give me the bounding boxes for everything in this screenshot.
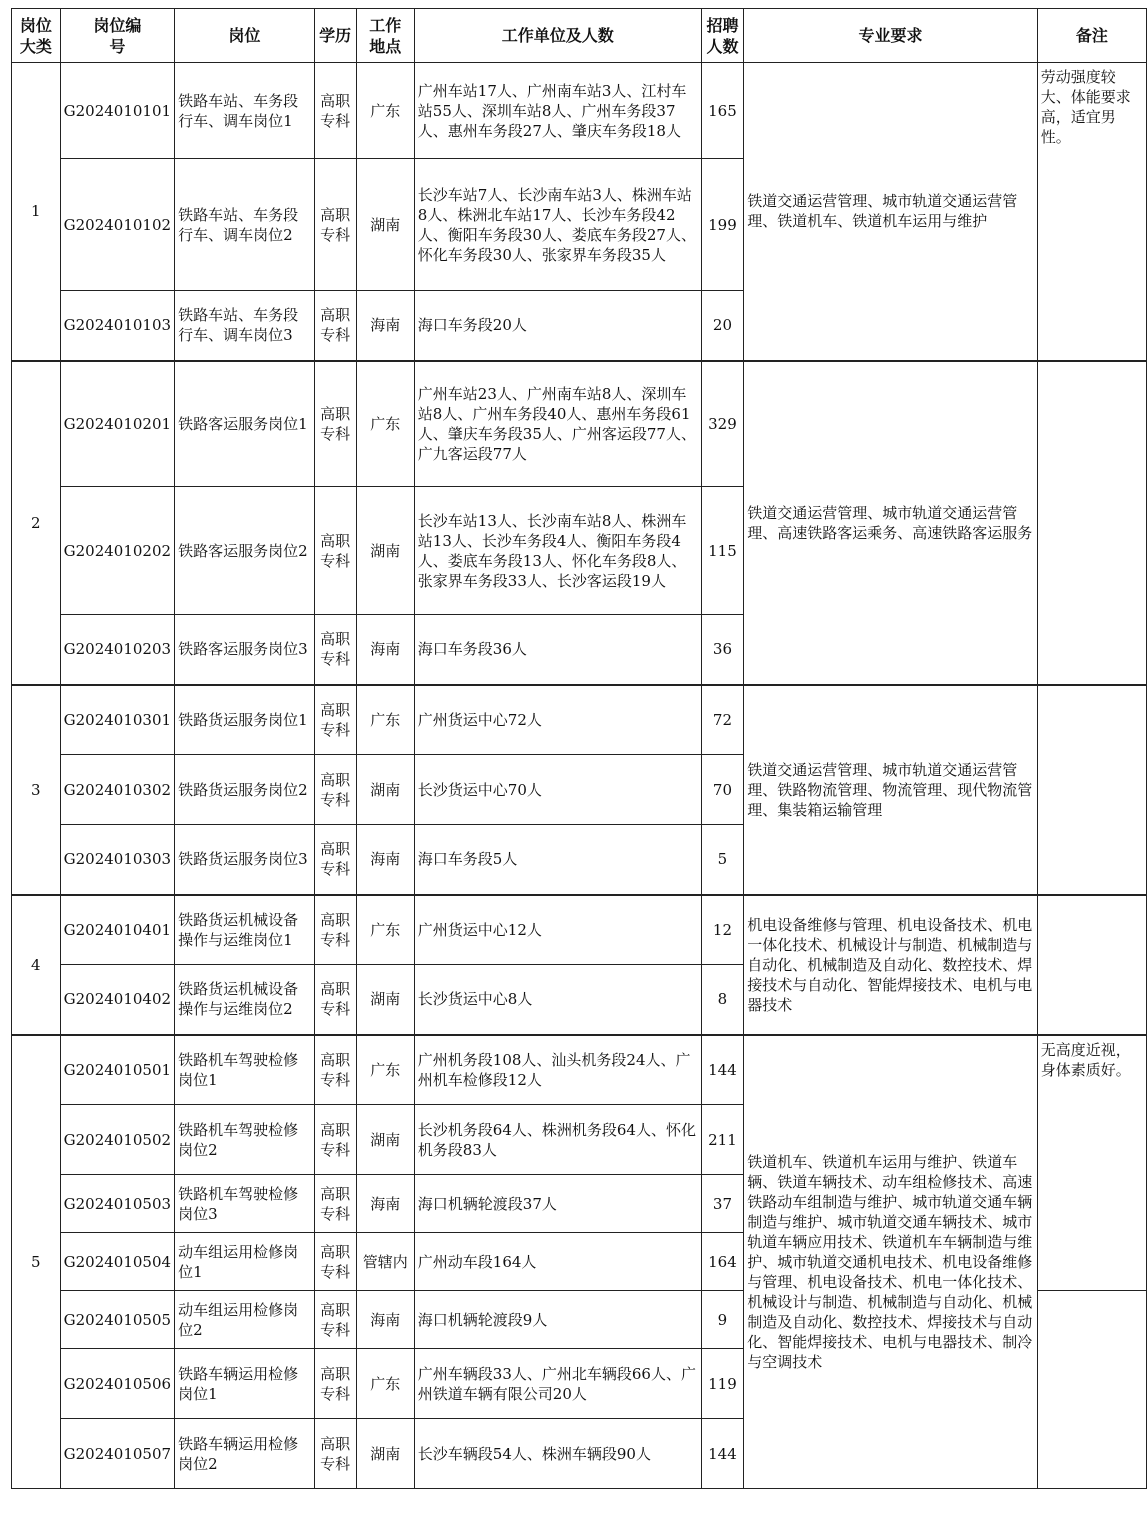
units-cell: 长沙车辆段54人、株洲车辆段90人 [414,1419,701,1489]
code-cell: G2024010502 [60,1105,174,1175]
count-cell: 329 [701,361,744,487]
position-cell: 铁路货运服务岗位3 [175,825,315,895]
header-code: 岗位编 号 [60,9,174,63]
header-category: 岗位 大类 [12,9,61,63]
education-cell: 高职专科 [314,1291,356,1349]
code-cell: G2024010402 [60,965,174,1035]
count-cell: 211 [701,1105,744,1175]
code-cell: G2024010503 [60,1175,174,1233]
units-cell: 广州车站23人、广州南车站8人、深圳车站8人、广州车务段40人、惠州车务段61人、肇庆车务段35人、广州客运段77人、广九客运段77人 [414,361,701,487]
position-cell: 铁路车站、车务段行车、调车岗位3 [175,291,315,361]
count-cell: 36 [701,615,744,685]
units-cell: 海口机辆轮渡段9人 [414,1291,701,1349]
units-cell: 广州货运中心12人 [414,895,701,965]
count-cell: 70 [701,755,744,825]
education-cell: 高职专科 [314,685,356,755]
position-cell: 铁路客运服务岗位3 [175,615,315,685]
units-cell: 广州车站17人、广州南车站3人、江村车站55人、深圳车站8人、广州车务段37人、惠州车务段27人、肇庆车务段18人 [414,63,701,159]
position-cell: 铁路机车驾驶检修岗位2 [175,1105,315,1175]
education-cell: 高职专科 [314,1349,356,1419]
major-cell: 铁道交通运营管理、城市轨道交通运营管理、铁道机车、铁道机车运用与维护 [744,63,1037,361]
code-cell: G2024010507 [60,1419,174,1489]
units-cell: 长沙车站13人、长沙南车站8人、株洲车站13人、长沙车务段4人、衡阳车务段4人、娄底车务段13人、怀化车务段8人、张家界车务段33人、长沙客运段19人 [414,487,701,615]
code-cell: G2024010506 [60,1349,174,1419]
location-cell: 海南 [356,1291,414,1349]
code-cell: G2024010302 [60,755,174,825]
location-cell: 湖南 [356,1105,414,1175]
education-cell: 高职专科 [314,895,356,965]
count-cell: 164 [701,1233,744,1291]
education-cell: 高职专科 [314,965,356,1035]
units-cell: 广州车辆段33人、广州北车辆段66人、广州铁道车辆有限公司20人 [414,1349,701,1419]
table-row [12,895,1147,965]
count-cell: 37 [701,1175,744,1233]
position-cell: 铁路机车驾驶检修岗位1 [175,1035,315,1105]
count-cell: 115 [701,487,744,615]
code-cell: G2024010401 [60,895,174,965]
header-row [12,9,1147,63]
location-cell: 湖南 [356,1419,414,1489]
position-cell: 铁路货运服务岗位2 [175,755,315,825]
header-location: 工作 地点 [356,9,414,63]
header-major: 专业要求 [744,9,1037,63]
units-cell: 海口机辆轮渡段37人 [414,1175,701,1233]
table-row [12,1035,1147,1105]
recruitment-table [11,8,1147,1489]
table-row [12,361,1147,487]
education-cell: 高职专科 [314,1035,356,1105]
count-cell: 144 [701,1419,744,1489]
count-cell: 144 [701,1035,744,1105]
category-cell: 3 [12,685,61,895]
position-cell: 动车组运用检修岗位1 [175,1233,315,1291]
education-cell: 高职专科 [314,1175,356,1233]
location-cell: 海南 [356,291,414,361]
units-cell: 广州动车段164人 [414,1233,701,1291]
position-cell: 铁路货运服务岗位1 [175,685,315,755]
header-education: 学历 [314,9,356,63]
code-cell: G2024010203 [60,615,174,685]
units-cell: 长沙车站7人、长沙南车站3人、株洲车站8人、株洲北车站17人、长沙车务段42人、衡阳车务段30人、娄底车务段27人、怀化车务段30人、张家界车务段35人 [414,159,701,291]
code-cell: G2024010504 [60,1233,174,1291]
code-cell: G2024010102 [60,159,174,291]
units-cell: 长沙机务段64人、株洲机务段64人、怀化机务段83人 [414,1105,701,1175]
code-cell: G2024010501 [60,1035,174,1105]
education-cell: 高职专科 [314,1105,356,1175]
table-row [12,685,1147,755]
code-cell: G2024010101 [60,63,174,159]
units-cell: 长沙货运中心70人 [414,755,701,825]
remark-cell [1037,895,1146,1035]
category-cell: 5 [12,1035,61,1489]
position-cell: 动车组运用检修岗位2 [175,1291,315,1349]
units-cell: 海口车务段20人 [414,291,701,361]
count-cell: 12 [701,895,744,965]
education-cell: 高职专科 [314,615,356,685]
count-cell: 9 [701,1291,744,1349]
education-cell: 高职专科 [314,825,356,895]
location-cell: 广东 [356,895,414,965]
remark-cell: 劳动强度较大、体能要求高，适宜男性。 [1037,63,1146,361]
code-cell: G2024010303 [60,825,174,895]
category-cell: 1 [12,63,61,361]
units-cell: 广州机务段108人、汕头机务段24人、广州机车检修段12人 [414,1035,701,1105]
location-cell: 广东 [356,685,414,755]
location-cell: 广东 [356,63,414,159]
position-cell: 铁路客运服务岗位1 [175,361,315,487]
location-cell: 湖南 [356,159,414,291]
table-row [12,63,1147,159]
count-cell: 119 [701,1349,744,1419]
location-cell: 广东 [356,1035,414,1105]
position-cell: 铁路车站、车务段行车、调车岗位2 [175,159,315,291]
location-cell: 海南 [356,1175,414,1233]
code-cell: G2024010103 [60,291,174,361]
location-cell: 湖南 [356,965,414,1035]
position-cell: 铁路机车驾驶检修岗位3 [175,1175,315,1233]
header-units: 工作单位及人数 [414,9,701,63]
major-cell: 机电设备维修与管理、机电设备技术、机电一体化技术、机械设计与制造、机械制造与自动化、机械制造及自动化、数控技术、焊接技术与自动化、智能焊接技术、电机与电器技术 [744,895,1037,1035]
education-cell: 高职专科 [314,1233,356,1291]
units-cell: 长沙货运中心8人 [414,965,701,1035]
table-body [12,63,1147,1489]
count-cell: 5 [701,825,744,895]
header-count: 招聘 人数 [701,9,744,63]
header-remark: 备注 [1037,9,1146,63]
major-cell: 铁道交通运营管理、城市轨道交通运营管理、高速铁路客运乘务、高速铁路客运服务 [744,361,1037,685]
position-cell: 铁路货运机械设备操作与运维岗位1 [175,895,315,965]
remark-cell [1037,685,1146,895]
location-cell: 湖南 [356,487,414,615]
position-cell: 铁路客运服务岗位2 [175,487,315,615]
code-cell: G2024010505 [60,1291,174,1349]
location-cell: 湖南 [356,755,414,825]
count-cell: 20 [701,291,744,361]
header-position: 岗位 [175,9,315,63]
education-cell: 高职专科 [314,159,356,291]
position-cell: 铁路车辆运用检修岗位1 [175,1349,315,1419]
code-cell: G2024010201 [60,361,174,487]
major-cell: 铁道机车、铁道机车运用与维护、铁道车辆、铁道车辆技术、动车组检修技术、高速铁路动车组制造与维护、城市轨道交通车辆制造与维护、城市轨道交通车辆技术、城市轨道车辆应用技术、铁道机车车辆制造与维护、城市轨道交通机电技术、机电设备维修与管理、机电设备技术、机电一体化技术、机械设计与制造、机械制造与自动化、机械制造及自动化、数控技术、焊接技术与自动化、智能焊接技术、电机与电器技术、制冷与空调技术 [744,1035,1037,1489]
position-cell: 铁路车辆运用检修岗位2 [175,1419,315,1489]
major-cell: 铁道交通运营管理、城市轨道交通运营管理、铁路物流管理、物流管理、现代物流管理、集装箱运输管理 [744,685,1037,895]
location-cell: 广东 [356,1349,414,1419]
education-cell: 高职专科 [314,487,356,615]
units-cell: 海口车务段36人 [414,615,701,685]
education-cell: 高职专科 [314,361,356,487]
location-cell: 海南 [356,615,414,685]
position-cell: 铁路车站、车务段行车、调车岗位1 [175,63,315,159]
category-cell: 4 [12,895,61,1035]
location-cell: 海南 [356,825,414,895]
remark-cell [1037,361,1146,685]
count-cell: 165 [701,63,744,159]
count-cell: 72 [701,685,744,755]
education-cell: 高职专科 [314,291,356,361]
remark-cell: 无高度近视，身体素质好。 [1037,1035,1146,1291]
count-cell: 8 [701,965,744,1035]
code-cell: G2024010301 [60,685,174,755]
education-cell: 高职专科 [314,755,356,825]
location-cell: 广东 [356,361,414,487]
category-cell: 2 [12,361,61,685]
count-cell: 199 [701,159,744,291]
code-cell: G2024010202 [60,487,174,615]
location-cell: 管辖内 [356,1233,414,1291]
units-cell: 广州货运中心72人 [414,685,701,755]
remark-cell [1037,1291,1146,1489]
units-cell: 海口车务段5人 [414,825,701,895]
education-cell: 高职专科 [314,1419,356,1489]
education-cell: 高职专科 [314,63,356,159]
position-cell: 铁路货运机械设备操作与运维岗位2 [175,965,315,1035]
